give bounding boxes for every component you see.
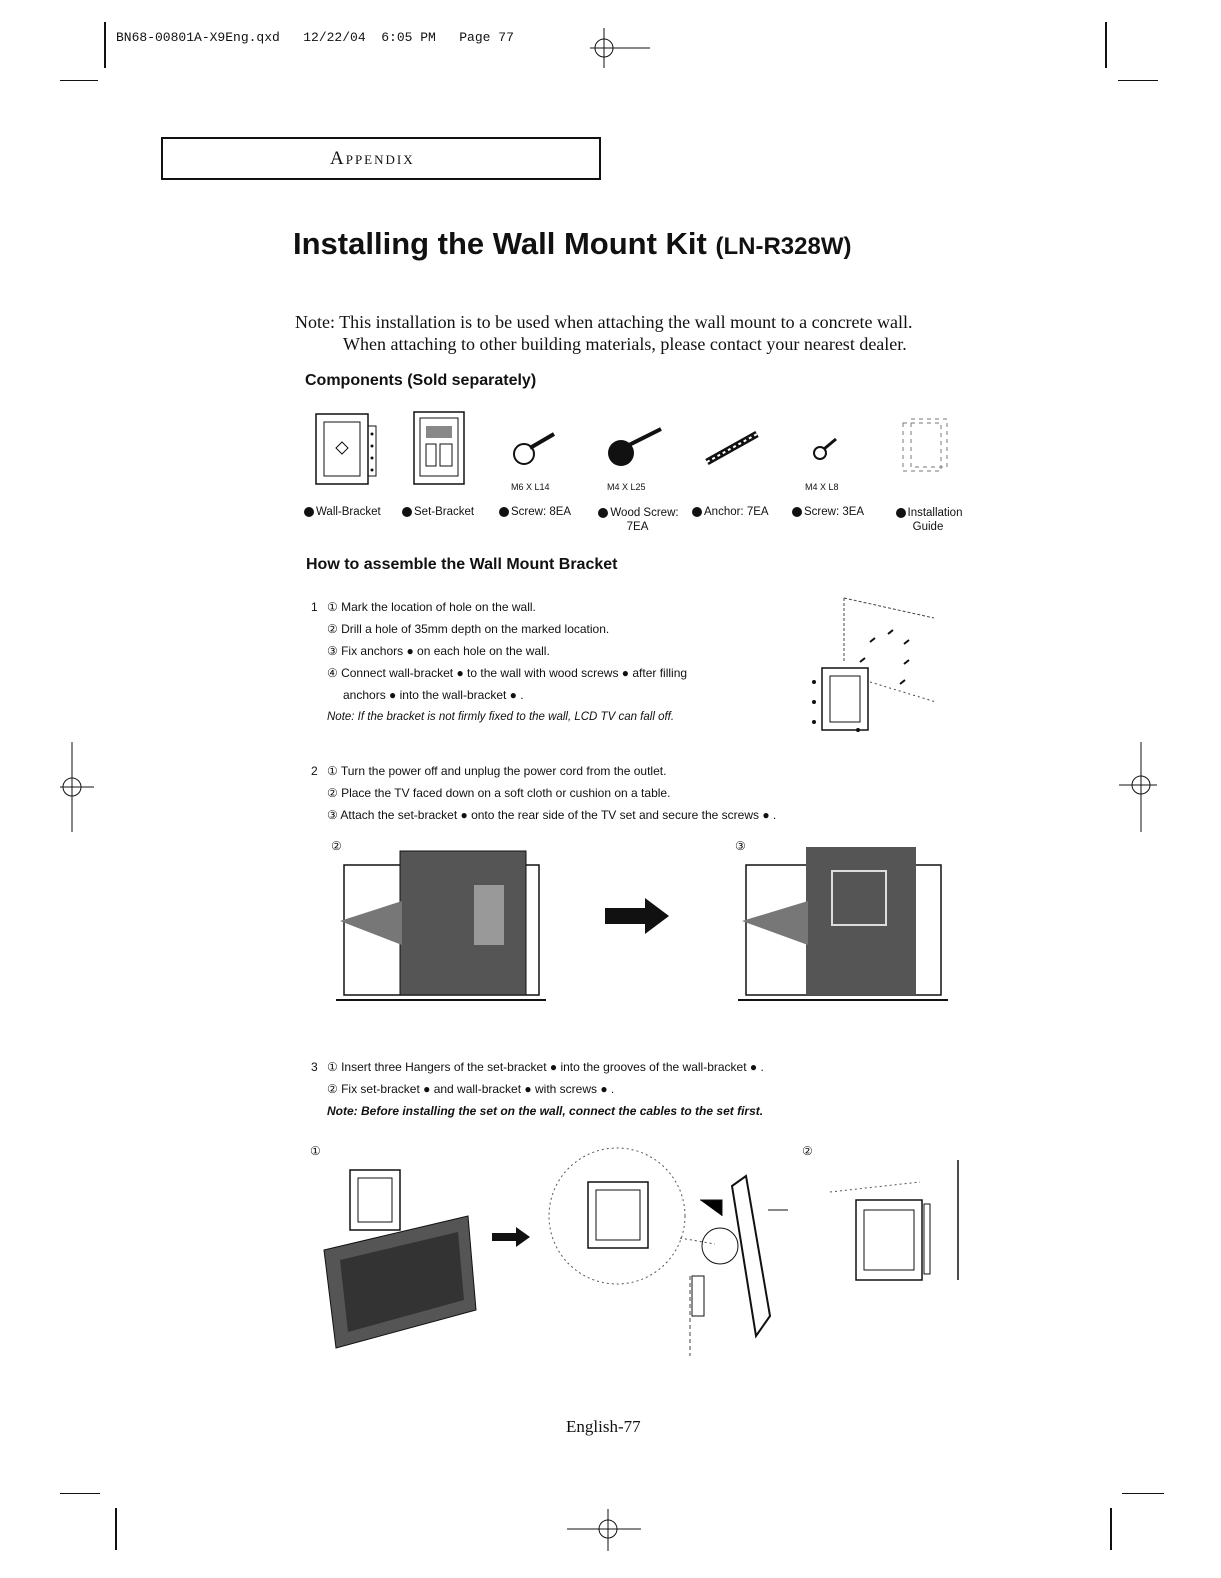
step-3-number: 3 <box>311 1060 318 1074</box>
component-label: Wall-Bracket <box>302 506 381 518</box>
step-1-note: Note: If the bracket is not firmly fixed to the wall, LCD TV can fall off. <box>327 711 675 723</box>
registration-target-icon <box>58 740 98 835</box>
section-label: Appendix <box>330 148 415 169</box>
wood-screw-icon <box>605 425 665 470</box>
component-label: Screw: 8EA <box>497 506 571 518</box>
tv-bracket-attached-illustration <box>738 845 948 1005</box>
component-label: Screw: 3EA <box>790 506 864 518</box>
registration-target-icon <box>580 22 660 72</box>
components-heading: Components (Sold separately) <box>305 372 537 389</box>
step-1-text: ① Mark the location of hole on the wall. ② Drill a hole of 35mm depth on the marked location. ③ Fix anchors ● on each hole on the wall. ④ Connect wall-bracket ● to the wall with wood screws ● after filling anchors ● into the wall-bracket ● . Note: If the bracket is not firmly fixed to the wall, LCD TV can fall off. <box>327 596 687 728</box>
crop-mark <box>1110 1508 1112 1550</box>
figure-marker: ① <box>310 1144 321 1158</box>
step-3-note: Note: Before installing the set on the wall, connect the cables to the set first. <box>327 1104 764 1118</box>
crop-mark <box>115 1508 117 1550</box>
tv-face-down-illustration <box>336 845 546 1005</box>
registration-target-icon <box>565 1505 645 1555</box>
page-title <box>293 226 852 262</box>
figure-marker: ② <box>802 1144 813 1158</box>
step-2-number: 2 <box>311 764 318 778</box>
step-2-text: ① Turn the power off and unplug the power cord from the outlet. ② Place the TV faced down on a soft cloth or cushion on a table. ③ Attach the set-bracket ● onto the rear side of the TV set and secure the screws ● . <box>327 764 777 822</box>
screw-m6-icon <box>510 430 560 470</box>
component-spec: M4 X L25 <box>607 482 646 492</box>
page-title-model: (LN-R328W) <box>715 233 852 260</box>
component-label: Wood Screw: 7EA <box>590 506 685 534</box>
number-badge-icon <box>598 508 608 518</box>
figure-marker: ③ <box>735 839 746 853</box>
crop-mark <box>104 22 106 68</box>
wall-bracket-icon <box>310 408 380 493</box>
screw-m4-icon <box>810 435 840 465</box>
component-label: Installation Guide <box>888 506 968 534</box>
crop-mark <box>60 80 98 81</box>
number-badge-icon <box>792 507 802 517</box>
anchor-icon <box>703 428 763 468</box>
step-3-text: ① Insert three Hangers of the set-bracket ● into the grooves of the wall-bracket ● . ② Fix set-bracket ● and wall-bracket ● with screws ● . Note: Before installing the set on the wall, connect the cables to the set first. <box>327 1056 764 1122</box>
intro-note-line2: When attaching to other building materials, please contact your nearest dealer. <box>343 334 907 354</box>
component-label: Anchor: 7EA <box>690 506 769 518</box>
crop-mark <box>1122 1493 1164 1494</box>
hanger-detail-illustration <box>540 1146 790 1361</box>
intro-note <box>295 311 995 355</box>
crop-mark <box>60 1493 100 1494</box>
component-spec: M6 X L14 <box>511 482 550 492</box>
assembly-heading: How to assemble the Wall Mount Bracket <box>306 556 618 573</box>
number-badge-icon <box>499 507 509 517</box>
crop-mark <box>1118 80 1158 81</box>
wall-mount-illustration <box>800 592 940 742</box>
print-file-info: BN68-00801A-X9Eng.qxd 12/22/04 6:05 PM Page 77 <box>116 30 514 45</box>
component-spec: M4 X L8 <box>805 482 839 492</box>
right-arrow-icon <box>603 896 671 936</box>
number-badge-icon <box>692 507 702 517</box>
figure-marker: ② <box>331 839 342 853</box>
page-title-main: Installing the Wall Mount Kit <box>293 226 707 261</box>
crop-mark <box>1105 22 1107 68</box>
tv-hanging-illustration <box>318 1160 483 1355</box>
set-bracket-icon <box>408 408 470 490</box>
step-1-number: 1 <box>311 600 318 614</box>
screw-fixing-illustration <box>820 1160 965 1305</box>
number-badge-icon <box>304 507 314 517</box>
number-badge-icon <box>896 508 906 518</box>
component-label: Set-Bracket <box>400 506 474 518</box>
page-number: English-77 <box>566 1417 641 1436</box>
number-badge-icon <box>402 507 412 517</box>
intro-note-line1: Note: This installation is to be used when attaching the wall mount to a concrete wall. <box>295 312 913 332</box>
registration-target-icon <box>1115 740 1160 835</box>
installation-guide-icon <box>897 415 952 475</box>
right-arrow-icon <box>490 1226 532 1248</box>
